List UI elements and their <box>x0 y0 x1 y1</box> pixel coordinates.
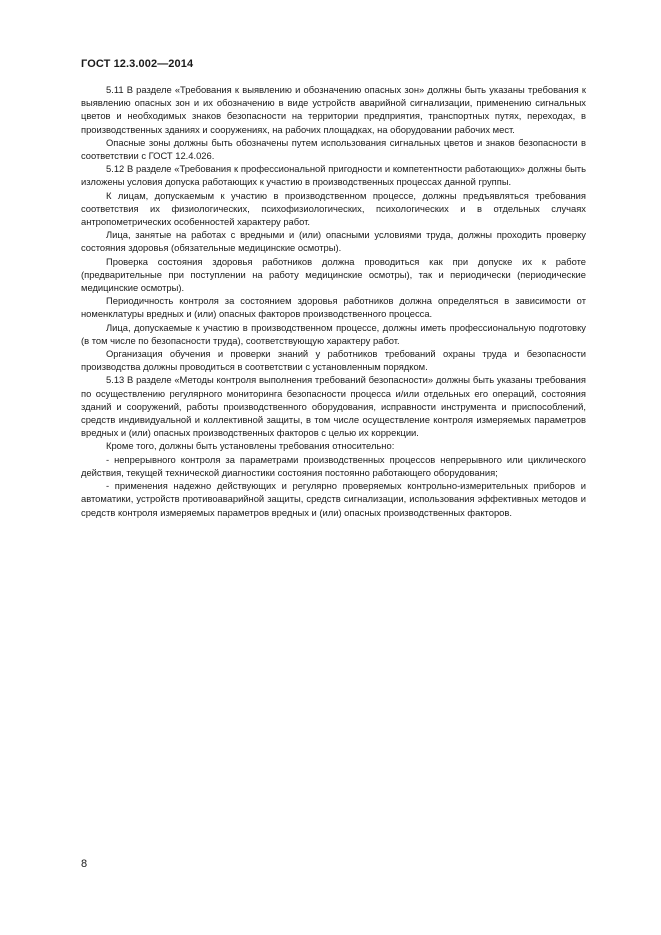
paragraph-5-13: 5.13 В разделе «Методы контроля выполнения требований безопасности» должны быть указаны требования по осуществлению регулярного мониторинга безопасности процесса и/или отдельных его операций, состояния зданий и сооружений, работы производственного оборудования, исправности инструмента и приспособлений, средств индивидуальной и коллективной защиты, в том числе осуществление контроля измеряемых параметров вредных и (или) опасных производственных факторов с целью их коррекции. <box>81 374 586 439</box>
paragraph: Опасные зоны должны быть обозначены путем использования сигнальных цветов и знаков безопасности в соответствии с ГОСТ 12.4.026. <box>81 136 586 162</box>
paragraph: Кроме того, должны быть установлены требования относительно: <box>106 440 395 452</box>
paragraph: Лица, занятые на работах с вредными и (или) опасными условиями труда, должны проходить проверку состояния здоровья (обязательные медицинские осмотры). <box>81 229 586 254</box>
page-number: 8 <box>81 858 88 870</box>
paragraph: Проверка состояния здоровья работников должна проводиться как при допуске их к работе (предварительные при поступлении на работу медицинские осмотры), так и периодически (периодические медицинские осмотры). <box>81 255 586 294</box>
document-body <box>81 83 586 519</box>
list-item: - непрерывного контроля за параметрами производственных процессов непрерывного или циклического действия, текущей технической диагностики состояния постоянно работающего оборудования; <box>81 453 586 478</box>
list-item: - применения надежно действующих и регулярно проверяемых контрольно-измерительных приборов и автоматики, устройств противоаварийной защиты, средств сигнализации, использования эффективных методов и средств контроля измеряемых параметров вредных и (или) опасных производственных факторов. <box>81 480 586 518</box>
paragraph: Лица, допускаемые к участию в производственном процессе, должны иметь профессиональную подготовку (в том числе по безопасности труда), соответствующую характеру работ. <box>81 321 586 346</box>
paragraph-5-12: 5.12 В разделе «Требования к профессиональной пригодности и компетентности работающих» должны быть изложены условия допуска работающих к участию в производственных процессах данной группы. <box>81 163 586 188</box>
paragraph-5-11: 5.11 В разделе «Требования к выявлению и обозначению опасных зон» должны быть указаны требования к выявлению опасных зон и их обозначению в виде устройств аварийной сигнализации, применению сигнальных цветов и необходимых знаков безопасности на территории предприятия, транспортных путях, переходах, в производственных зданиях и сооружениях, на рабочих площадках, на оборудовании рабочих мест. <box>81 84 586 135</box>
paragraph: Организация обучения и проверки знаний у работников требований охраны труда и безопасности производства должны проводиться в соответствии с установленным порядком. <box>81 348 586 373</box>
paragraph: К лицам, допускаемым к участию в производственном процессе, должны предъявляться требования соответствия их физиологических, психофизиологических, психологических и в отдельных случаях антропометрических особенностей характеру работ. <box>81 189 586 228</box>
document-header: ГОСТ 12.3.002—2014 <box>81 58 194 70</box>
paragraph: Периодичность контроля за состоянием здоровья работников должна определяться в зависимости от номенклатуры вредных и (или) опасных факторов производственного процесса. <box>81 295 586 320</box>
